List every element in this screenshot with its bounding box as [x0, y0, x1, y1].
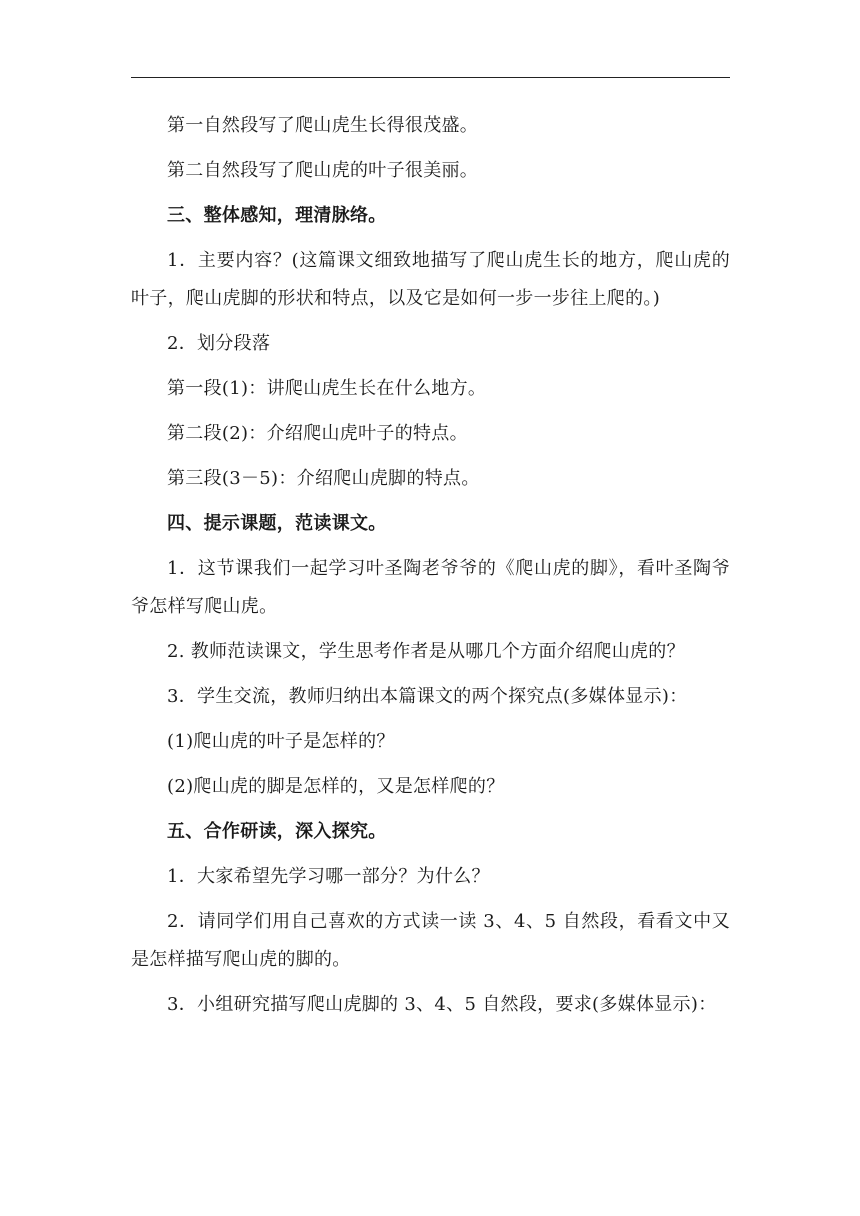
paragraph: 第二段(2)：介绍爬山虎叶子的特点。 [167, 423, 468, 444]
paragraph: 1．大家希望先学习哪一部分？为什么？ [167, 866, 490, 887]
paragraph: 2．请同学们用自己喜欢的方式读一读 3、4、5 自然段，看看文中又是怎样描写爬山虎的脚的。 [131, 911, 730, 970]
section-heading: 四、提示课题，范读课文。 [167, 513, 387, 534]
paragraph: (1)爬山虎的叶子是怎样的？ [167, 731, 395, 752]
paragraph: 1．主要内容？(这篇课文细致地描写了爬山虎生长的地方，爬山虎的叶子，爬山虎脚的形状和特点，以及它是如何一步一步往上爬的。) [131, 250, 730, 309]
paragraph: 2. 教师范读课文，学生思考作者是从哪几个方面介绍爬山虎的？ [167, 641, 685, 662]
paragraph: 第三段(3－5)：介绍爬山虎脚的特点。 [167, 468, 480, 489]
paragraph: 1．这节课我们一起学习叶圣陶老爷爷的《爬山虎的脚》，看叶圣陶爷爷怎样写爬山虎。 [131, 558, 730, 617]
header-rule [131, 77, 730, 78]
section-heading: 五、合作研读，深入探究。 [167, 821, 387, 842]
paragraph: 第一自然段写了爬山虎生长得很茂盛。 [167, 115, 479, 136]
paragraph: 第一段(1)：讲爬山虎生长在什么地方。 [167, 378, 487, 399]
paragraph: 2．划分段落 [167, 333, 271, 354]
paragraph: 第二自然段写了爬山虎的叶子很美丽。 [167, 160, 479, 181]
paragraph: 3．学生交流，教师归纳出本篇课文的两个探究点(多媒体显示)： [167, 686, 688, 707]
paragraph: (2)爬山虎的脚是怎样的，又是怎样爬的？ [167, 776, 505, 797]
section-heading: 三、整体感知，理清脉络。 [167, 205, 387, 226]
paragraph: 3．小组研究描写爬山虎脚的 3、4、5 自然段，要求(多媒体显示)： [167, 994, 717, 1015]
document-body [131, 107, 730, 1024]
